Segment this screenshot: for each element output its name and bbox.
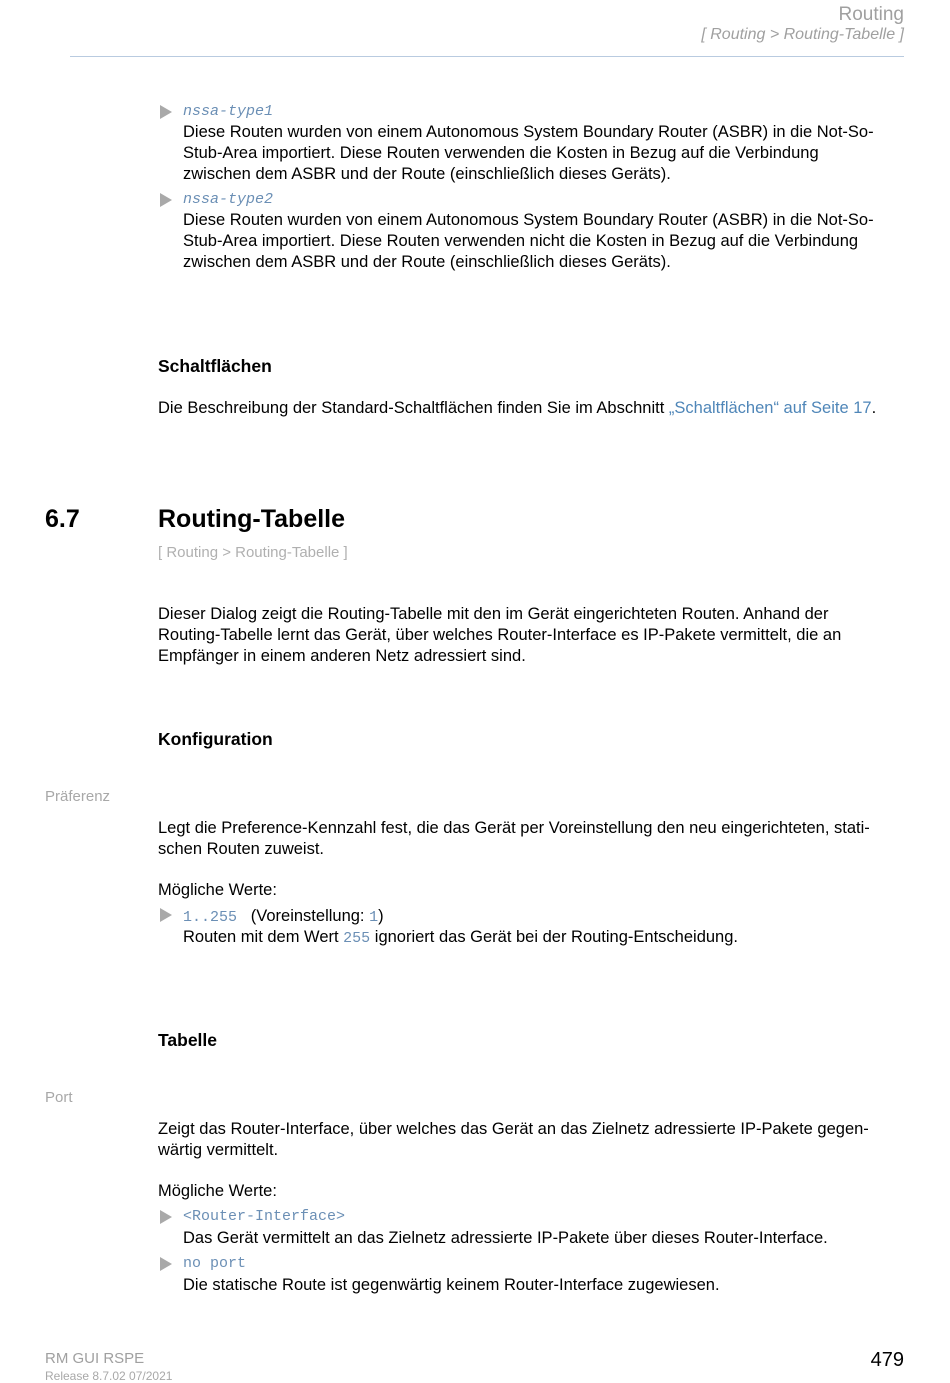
section-breadcrumb: [ Routing > Routing-Tabelle ] bbox=[158, 544, 348, 561]
section-intro: Dieser Dialog zeigt die Routing-Tabelle mit den im Gerät eingerichteten Routen. Anhand der Routing-Tabelle lernt das Gerät, über welches Router-Interface es IP-Pakete vermittelt, die an Empfänger in einem anderen Netz adressiert sind. bbox=[158, 605, 842, 665]
bullet-triangle-icon bbox=[160, 908, 172, 922]
value-no-port-desc: Die statische Route ist gegenwärtig keinem Router-Interface zugewiesen. bbox=[183, 1276, 720, 1294]
value-nssa-type2-desc: Diese Routen wurden von einem Autonomous System Boundary Router (ASBR) in die Not-So- Stub-Area importiert. Diese Routen verwenden nicht die Kosten in Bezug auf die Verbindung zwischen dem ASBR und der Route (einschließlich dieses Geräts). bbox=[183, 211, 874, 271]
footer-release: Release 8.7.02 07/2021 bbox=[45, 1369, 173, 1383]
value-nssa-type1: nssa-type1 bbox=[183, 103, 274, 120]
value-nssa-type2: nssa-type2 bbox=[183, 191, 274, 208]
bullet-triangle-icon bbox=[160, 1257, 172, 1271]
running-header-breadcrumb: [ Routing > Routing-Tabelle ] bbox=[701, 26, 904, 43]
page-number: 479 bbox=[870, 1349, 904, 1371]
bullet-triangle-icon bbox=[160, 105, 172, 119]
port-description: Zeigt das Router-Interface, über welches das Gerät an das Zielnetz adressierte IP-Pakete gegen- wärtig vermittelt. bbox=[158, 1120, 869, 1159]
praeferenz-description: Legt die Preference-Kennzahl fest, die das Gerät per Voreinstellung den neu eingerichteten, stati- schen Routen zuweist. bbox=[158, 819, 870, 858]
page-reference-link[interactable]: „Schaltflächen“ auf Seite 17 bbox=[668, 399, 872, 417]
header-divider bbox=[70, 56, 904, 57]
param-label-port: Port bbox=[45, 1089, 73, 1106]
praeferenz-note: Routen mit dem Wert 255 ignoriert das Gerät bei der Routing-Entscheidung. bbox=[183, 928, 738, 947]
running-header-title: Routing bbox=[838, 4, 904, 25]
footer-document-name: RM GUI RSPE bbox=[45, 1350, 145, 1367]
value-nssa-type1-desc: Diese Routen wurden von einem Autonomous System Boundary Router (ASBR) in die Not-So- Stub-Area importiert. Diese Routen verwenden die Kosten in Bezug auf die Verbindung zwischen dem ASBR und der Route (einschließlich dieses Geräts). bbox=[183, 123, 874, 183]
value-no-port: no port bbox=[183, 1255, 247, 1272]
param-label-praeferenz: Präferenz bbox=[45, 788, 111, 805]
heading-konfiguration: Konfiguration bbox=[158, 729, 273, 749]
heading-tabelle: Tabelle bbox=[158, 1030, 218, 1050]
bullet-triangle-icon bbox=[160, 1210, 172, 1224]
possible-values-label: Mögliche Werte: bbox=[158, 1182, 277, 1200]
buttons-reference-text: Die Beschreibung der Standard-Schaltflächen finden Sie im Abschnitt „Schaltflächen“ auf Seite 17. bbox=[158, 399, 877, 417]
value-router-interface: <Router-Interface> bbox=[183, 1208, 346, 1225]
section-number: 6.7 bbox=[45, 505, 80, 533]
value-router-interface-desc: Das Gerät vermittelt an das Zielnetz adressierte IP-Pakete über dieses Router-Interface. bbox=[183, 1229, 828, 1247]
praeferenz-range: 1..255 (Voreinstellung: 1) bbox=[183, 907, 384, 926]
heading-schaltflaechen: Schaltflächen bbox=[158, 356, 272, 376]
bullet-triangle-icon bbox=[160, 193, 172, 207]
section-title: Routing-Tabelle bbox=[158, 505, 346, 533]
possible-values-label: Mögliche Werte: bbox=[158, 881, 277, 899]
